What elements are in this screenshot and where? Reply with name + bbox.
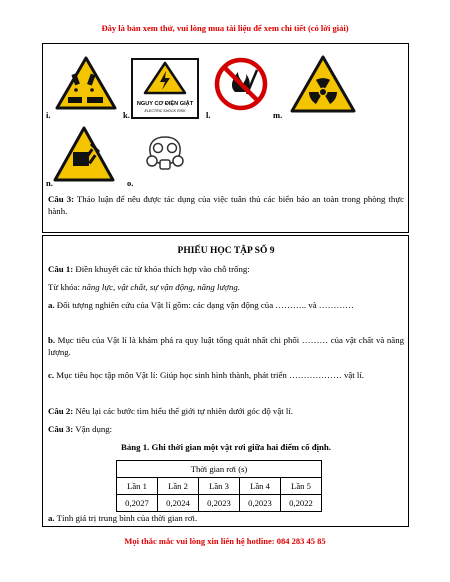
question-3-signs: Câu 3: Thảo luận để nêu được tác dụng của việc tuân thủ các biển báo an toàn trong phòng thực hành. <box>48 194 405 216</box>
cut-hazard-icon <box>53 126 115 182</box>
table-title: Bảng 1. Ghi thời gian một vật rơi giữa hai điểm cố định. <box>120 442 332 452</box>
table-col-header: Lần 1 <box>117 478 158 495</box>
table-cell: 0,2024 <box>158 495 199 512</box>
fall-time-table <box>116 460 322 512</box>
table-header: Thời gian rơi (s) <box>117 461 322 478</box>
table-cell: 0,2027 <box>117 495 158 512</box>
gas-mask-icon <box>143 134 187 174</box>
electric-title: NGUY CƠ ĐIỆN GIẬT <box>136 101 194 107</box>
table-col-header: Lần 3 <box>199 478 240 495</box>
electric-shock-sign <box>131 58 199 119</box>
sign-label-o: o. <box>127 178 134 188</box>
item-c: c. Mục tiêu học tập môn Vật lí: Giúp học sinh hình thành, phát triển ……………… vật lí. <box>48 370 364 380</box>
item-a: a. Đối tượng nghiên cứu của Vật lí gồm: các dạng vận động của ……….. và ………… <box>48 300 354 310</box>
keywords-line: Từ khóa: năng lực, vật chất, sự vận động, năng lượng. <box>48 282 240 292</box>
electric-shock-icon <box>133 60 197 96</box>
item-b: b. Mục tiêu của Vật lí là khám phá ra quy luật tổng quát nhất chi phối ……… của vật chất và năng lượng. <box>48 335 404 357</box>
table-cell: 0,2023 <box>199 495 240 512</box>
sign-label-l: l. <box>206 110 211 120</box>
table-col-header: Lần 4 <box>240 478 281 495</box>
table-col-header: Lần 5 <box>281 478 322 495</box>
table-col-header: Lần 2 <box>158 478 199 495</box>
table-cell: 0,2022 <box>281 495 322 512</box>
sign-label-k: k. <box>123 110 130 120</box>
hotline-banner: Mọi thắc mắc vui lòng xin liên hệ hotline: 084 283 45 85 <box>124 536 326 546</box>
no-flame-icon <box>213 56 269 112</box>
question-3: Câu 3: Vận dụng: <box>48 424 113 434</box>
safety-signs-box <box>42 43 409 233</box>
question-2: Câu 2: Nêu lại các bước tìm hiểu thế giới tự nhiên dưới góc độ vật lí. <box>48 406 293 416</box>
sign-label-m: m. <box>273 110 283 120</box>
question-1: Câu 1: Điền khuyết các từ khóa thích hợp vào chỗ trống: <box>48 264 250 274</box>
electric-subtitle: ELECTRIC SHOCK RISK <box>144 109 186 113</box>
preview-banner: Đây là bản xem thử, vui lòng mua tài liệu để xem chi tiết (có lời giải) <box>101 23 349 33</box>
question-3a: a. Tính giá trị trung bình của thời gian rơi. <box>48 513 198 523</box>
table-cell: 0,2023 <box>240 495 281 512</box>
worksheet-box <box>42 235 409 527</box>
radiation-warning-icon <box>289 54 357 114</box>
sign-label-i: i. <box>46 110 51 120</box>
corrosive-warning-icon <box>55 56 117 110</box>
sign-label-n: n. <box>46 178 53 188</box>
worksheet-title: PHIẾU HỌC TẬP SỐ 9 <box>177 246 275 256</box>
